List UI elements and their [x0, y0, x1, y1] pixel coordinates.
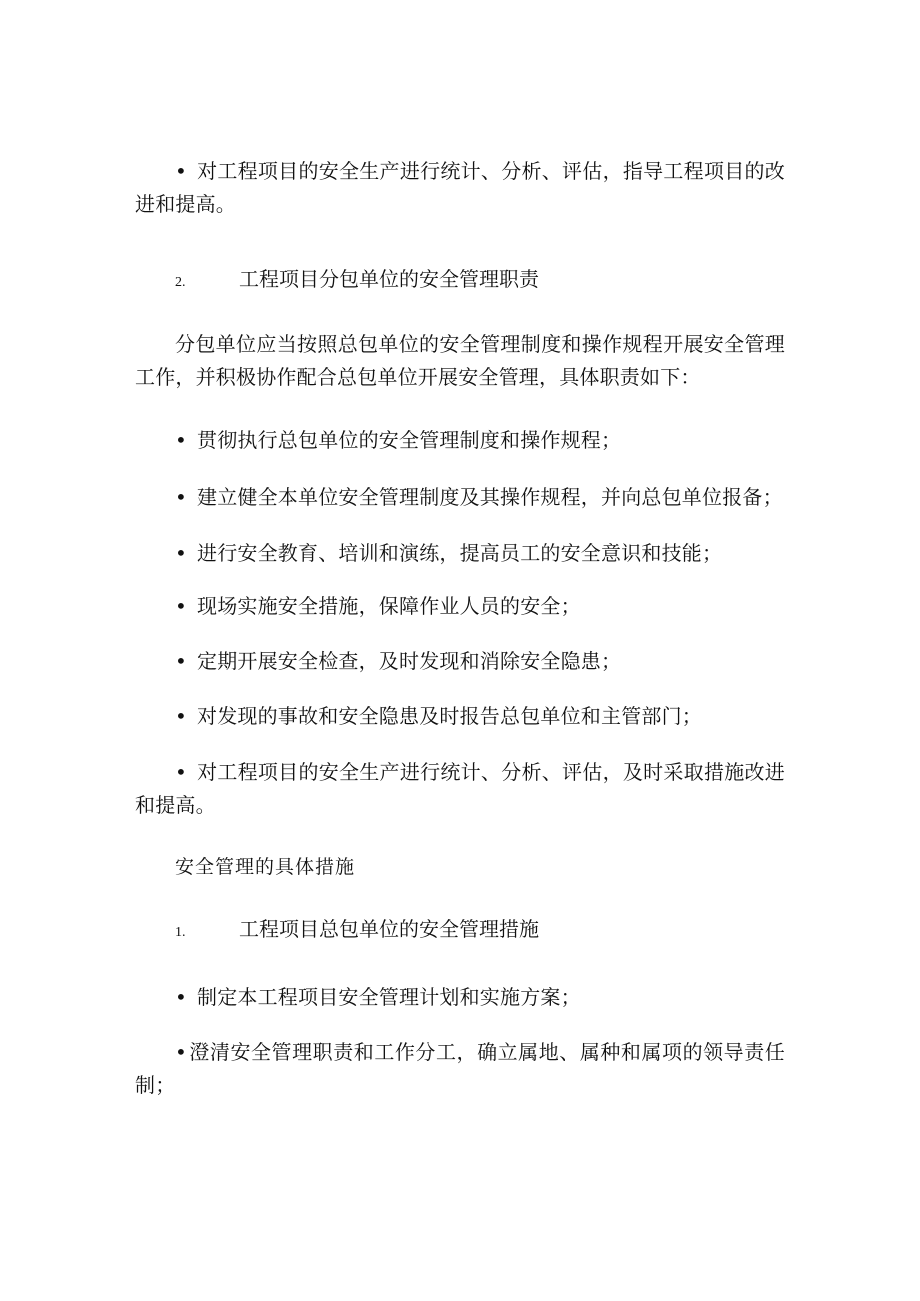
bullet-paragraph [135, 756, 785, 822]
bullet-paragraph [135, 590, 785, 623]
bullet-paragraph [135, 645, 785, 678]
bullet-icon: • [175, 485, 187, 509]
bullet-icon: • [175, 159, 187, 183]
bullet-icon: • [175, 760, 187, 784]
bullet-text: 对工程项目的安全生产进行统计、分析、评估，指导工程项目的改进和提高。 [135, 159, 785, 216]
bullet-text: 现场实施安全措施，保障作业人员的安全； [197, 594, 581, 618]
bullet-paragraph [135, 481, 785, 514]
section-heading-1 [175, 913, 539, 949]
paragraph-text: 分包单位应当按照总包单位的安全管理制度和操作规程开展安全管理工作，并积极协作配合总包单位开展安全管理，具体职责如下： [135, 332, 785, 389]
bullet-paragraph [135, 1036, 785, 1102]
bullet-icon: • [175, 428, 187, 452]
heading-text: 安全管理的具体措施 [175, 856, 356, 878]
bullet-text: 制定本工程项目安全管理计划和实施方案； [197, 985, 581, 1009]
bullet-icon: • [175, 541, 187, 565]
bullet-icon: • [175, 594, 187, 618]
bullet-text: 对发现的事故和安全隐患及时报告总包单位和主管部门； [197, 704, 702, 728]
bullet-text: 对工程项目的安全生产进行统计、分析、评估，及时采取措施改进和提高。 [135, 760, 785, 817]
bullet-icon: • [175, 649, 187, 673]
bullet-paragraph [135, 537, 785, 570]
section-heading [175, 851, 355, 884]
bullet-text: 澄清安全管理职责和工作分工，确立属地、属种和属项的领导责任制； [135, 1040, 785, 1097]
bullet-icon: • [175, 1040, 187, 1064]
bullet-paragraph [135, 155, 785, 221]
heading-text: 工程项目分包单位的安全管理职责 [239, 267, 539, 291]
bullet-text: 定期开展安全检查，及时发现和消除安全隐患； [197, 649, 622, 673]
bullet-text: 建立健全本单位安全管理制度及其操作规程，并向总包单位报备； [197, 485, 783, 509]
heading-number: 1. [175, 925, 186, 940]
bullet-text: 贯彻执行总包单位的安全管理制度和操作规程； [197, 428, 622, 452]
heading-text: 工程项目总包单位的安全管理措施 [239, 917, 539, 941]
bullet-icon: • [175, 704, 187, 728]
bullet-icon: • [175, 985, 187, 1009]
heading-number: 2. [175, 275, 186, 290]
bullet-paragraph [135, 700, 785, 733]
body-paragraph [135, 328, 785, 394]
bullet-paragraph [135, 981, 785, 1014]
section-heading-2 [175, 263, 539, 299]
bullet-text: 进行安全教育、培训和演练，提高员工的安全意识和技能； [197, 541, 723, 565]
bullet-paragraph [135, 424, 785, 457]
